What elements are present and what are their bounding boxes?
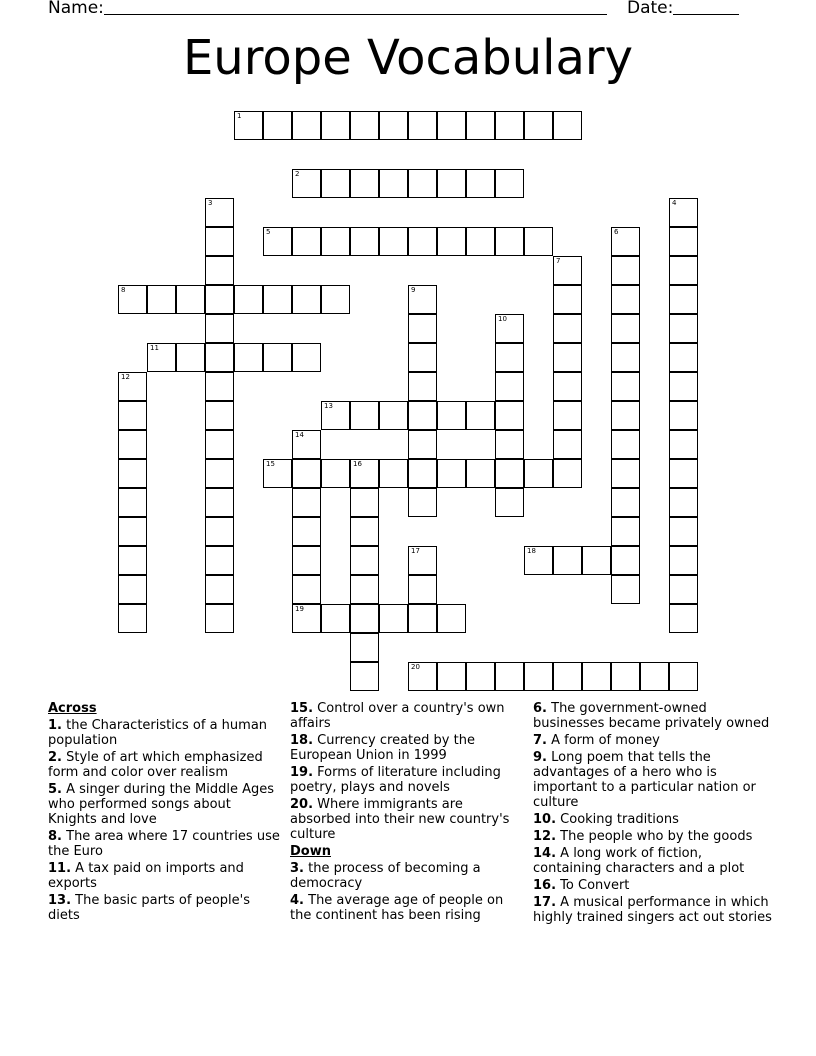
crossword-cell[interactable] xyxy=(408,401,437,430)
clues-column-1 xyxy=(48,701,280,925)
clue-number: 5 xyxy=(266,228,271,236)
clue-item xyxy=(533,846,773,876)
crossword-cell[interactable] xyxy=(669,314,698,343)
crossword-cell[interactable] xyxy=(524,662,553,691)
date-label: Date: xyxy=(627,0,674,18)
crossword-cell[interactable] xyxy=(118,401,147,430)
clue-number: 2 xyxy=(295,170,300,178)
crossword-cell[interactable] xyxy=(350,111,379,140)
clue-item-number: 13. xyxy=(48,893,72,908)
crossword-cell[interactable] xyxy=(611,430,640,459)
crossword-cell[interactable] xyxy=(205,198,234,227)
clue-item-text: Long poem that tells the advantages of a hero who is important to a particular nation or culture xyxy=(533,750,756,810)
crossword-cell[interactable] xyxy=(292,111,321,140)
crossword-cell[interactable] xyxy=(176,285,205,314)
crossword-cell[interactable] xyxy=(611,401,640,430)
clue-item-number: 1. xyxy=(48,718,62,733)
crossword-cell[interactable] xyxy=(408,285,437,314)
crossword-cell[interactable] xyxy=(379,227,408,256)
crossword-cell[interactable] xyxy=(408,546,437,575)
crossword-cell[interactable] xyxy=(495,430,524,459)
crossword-cell[interactable] xyxy=(118,372,147,401)
clue-item-number: 2. xyxy=(48,750,62,765)
crossword-cell[interactable] xyxy=(437,169,466,198)
crossword-cell[interactable] xyxy=(524,111,553,140)
crossword-cell[interactable] xyxy=(466,169,495,198)
crossword-cell[interactable] xyxy=(495,488,524,517)
clue-number: 17 xyxy=(411,547,420,555)
clue-item xyxy=(290,765,522,795)
crossword-cell[interactable] xyxy=(205,401,234,430)
crossword-cell[interactable] xyxy=(408,575,437,604)
crossword-cell[interactable] xyxy=(611,256,640,285)
crossword-cell[interactable] xyxy=(292,343,321,372)
clue-item-text: the process of becoming a democracy xyxy=(290,861,481,891)
crossword-cell[interactable] xyxy=(118,575,147,604)
crossword-cell[interactable] xyxy=(292,575,321,604)
crossword-cell[interactable] xyxy=(495,459,524,488)
crossword-cell[interactable] xyxy=(350,546,379,575)
clue-item-number: 5. xyxy=(48,782,62,797)
page-title: Europe Vocabulary xyxy=(182,30,634,86)
crossword-cell[interactable] xyxy=(205,575,234,604)
crossword-cell[interactable] xyxy=(292,285,321,314)
crossword-cell[interactable] xyxy=(205,488,234,517)
crossword-cell[interactable] xyxy=(408,604,437,633)
crossword-cell[interactable] xyxy=(379,169,408,198)
clue-item xyxy=(533,701,773,731)
crossword-cell[interactable] xyxy=(118,488,147,517)
crossword-cell[interactable] xyxy=(611,227,640,256)
crossword-cell[interactable] xyxy=(669,459,698,488)
crossword-cell[interactable] xyxy=(350,633,379,662)
crossword-cell[interactable] xyxy=(350,227,379,256)
crossword-cell[interactable] xyxy=(669,372,698,401)
crossword-cell[interactable] xyxy=(495,314,524,343)
crossword-cell[interactable] xyxy=(495,372,524,401)
crossword-cell[interactable] xyxy=(263,111,292,140)
name-label: Name: xyxy=(48,0,104,18)
crossword-cell[interactable] xyxy=(118,285,147,314)
crossword-cell[interactable] xyxy=(321,401,350,430)
clue-item-text: Where immigrants are absorbed into their new country's culture xyxy=(290,797,510,842)
crossword-cell[interactable] xyxy=(205,343,234,372)
crossword-cell[interactable] xyxy=(582,662,611,691)
crossword-cell[interactable] xyxy=(118,517,147,546)
crossword-cell[interactable] xyxy=(234,343,263,372)
clue-number: 16 xyxy=(353,460,362,468)
crossword-cell[interactable] xyxy=(263,285,292,314)
crossword-cell[interactable] xyxy=(205,517,234,546)
crossword-cell[interactable] xyxy=(466,227,495,256)
crossword-cell[interactable] xyxy=(495,401,524,430)
crossword-cell[interactable] xyxy=(495,227,524,256)
crossword-cell[interactable] xyxy=(553,401,582,430)
crossword-cell[interactable] xyxy=(611,372,640,401)
clue-number: 1 xyxy=(237,112,242,120)
crossword-cell[interactable] xyxy=(437,111,466,140)
clue-item xyxy=(48,782,280,827)
clue-number: 7 xyxy=(556,257,561,265)
clue-item-text: Forms of literature including poetry, plays and novels xyxy=(290,765,501,795)
clue-item-text: The average age of people on the continent has been rising xyxy=(290,893,504,923)
crossword-cell[interactable] xyxy=(292,169,321,198)
crossword-cell[interactable] xyxy=(292,430,321,459)
crossword-cell[interactable] xyxy=(640,662,669,691)
crossword-cell[interactable] xyxy=(205,314,234,343)
clue-item-text: Style of art which emphasized form and color over realism xyxy=(48,750,263,780)
clue-item-number: 20. xyxy=(290,797,314,812)
crossword-cell[interactable] xyxy=(611,575,640,604)
crossword-cell[interactable] xyxy=(350,401,379,430)
crossword-cell[interactable] xyxy=(437,662,466,691)
clue-number: 6 xyxy=(614,228,619,236)
crossword-cell[interactable] xyxy=(292,227,321,256)
clue-item-text: Cooking traditions xyxy=(560,812,679,827)
crossword-cell[interactable] xyxy=(553,256,582,285)
crossword-cell[interactable] xyxy=(408,169,437,198)
clue-number: 12 xyxy=(121,373,130,381)
clue-item xyxy=(290,893,522,923)
clue-number: 3 xyxy=(208,199,213,207)
crossword-cell[interactable] xyxy=(408,430,437,459)
crossword-cell[interactable] xyxy=(321,285,350,314)
clues-column-3 xyxy=(533,701,773,927)
crossword-cell[interactable] xyxy=(669,198,698,227)
crossword-cell[interactable] xyxy=(379,604,408,633)
clue-item-text: A musical performance in which highly trained singers act out stories xyxy=(533,895,772,925)
clue-section-heading: Across xyxy=(48,701,97,716)
clue-item xyxy=(48,861,280,891)
crossword-cell[interactable] xyxy=(669,662,698,691)
crossword-cell[interactable] xyxy=(379,459,408,488)
clue-item xyxy=(533,829,773,844)
crossword-cell[interactable] xyxy=(495,343,524,372)
crossword-cell[interactable] xyxy=(118,604,147,633)
crossword-cell[interactable] xyxy=(669,430,698,459)
crossword-cell[interactable] xyxy=(263,459,292,488)
clue-item xyxy=(48,893,280,923)
crossword-cell[interactable] xyxy=(611,459,640,488)
crossword-cell[interactable] xyxy=(408,111,437,140)
crossword-cell[interactable] xyxy=(408,227,437,256)
clue-item xyxy=(533,812,773,827)
crossword-cell[interactable] xyxy=(524,546,553,575)
clue-item-text: A form of money xyxy=(551,733,660,748)
clue-number: 19 xyxy=(295,605,304,613)
clue-item-text: The people who by the goods xyxy=(560,829,753,844)
clue-item-text: A singer during the Middle Ages who performed songs about Knights and love xyxy=(48,782,275,827)
crossword-cell[interactable] xyxy=(292,517,321,546)
clue-item xyxy=(48,750,280,780)
clue-number: 9 xyxy=(411,286,416,294)
crossword-cell[interactable] xyxy=(553,372,582,401)
clue-item xyxy=(290,701,522,731)
clue-item-text: A tax paid on imports and exports xyxy=(48,861,244,891)
clue-item-text: Control over a country's own affairs xyxy=(290,701,505,731)
crossword-cell[interactable] xyxy=(669,517,698,546)
clue-item-number: 3. xyxy=(290,861,304,876)
clue-item-text: A long work of fiction, containing characters and a plot xyxy=(533,846,745,876)
crossword-cell[interactable] xyxy=(524,459,553,488)
crossword-cell[interactable] xyxy=(611,343,640,372)
crossword-cell[interactable] xyxy=(582,546,611,575)
crossword-cell[interactable] xyxy=(118,459,147,488)
crossword-cell[interactable] xyxy=(466,401,495,430)
crossword-cell[interactable] xyxy=(553,343,582,372)
crossword-cell[interactable] xyxy=(466,662,495,691)
clue-item-text: the Characteristics of a human population xyxy=(48,718,268,748)
clue-item-number: 16. xyxy=(533,878,557,893)
crossword-cell[interactable] xyxy=(495,169,524,198)
crossword-cell[interactable] xyxy=(147,343,176,372)
crossword-cell[interactable] xyxy=(350,517,379,546)
clue-item xyxy=(533,750,773,810)
crossword-cell[interactable] xyxy=(205,546,234,575)
crossword-cell[interactable] xyxy=(495,662,524,691)
crossword-cell[interactable] xyxy=(553,111,582,140)
crossword-cell[interactable] xyxy=(611,517,640,546)
crossword-cell[interactable] xyxy=(205,372,234,401)
clue-item-number: 19. xyxy=(290,765,314,780)
clue-item-number: 18. xyxy=(290,733,314,748)
clue-item xyxy=(533,895,773,925)
crossword-cell[interactable] xyxy=(553,662,582,691)
crossword-cell[interactable] xyxy=(669,256,698,285)
crossword-cell[interactable] xyxy=(321,227,350,256)
clue-number: 10 xyxy=(498,315,507,323)
clue-number: 8 xyxy=(121,286,126,294)
clue-number: 15 xyxy=(266,460,275,468)
crossword-cell[interactable] xyxy=(669,401,698,430)
crossword-cell[interactable] xyxy=(669,546,698,575)
crossword-cell[interactable] xyxy=(321,459,350,488)
clue-item-number: 17. xyxy=(533,895,557,910)
crossword-cell[interactable] xyxy=(553,459,582,488)
crossword-cell[interactable] xyxy=(553,285,582,314)
crossword-cell[interactable] xyxy=(292,488,321,517)
crossword-cell[interactable] xyxy=(350,604,379,633)
clue-item-number: 14. xyxy=(533,846,557,861)
crossword-cell[interactable] xyxy=(292,459,321,488)
crossword-cell[interactable] xyxy=(669,575,698,604)
clue-number: 11 xyxy=(150,344,159,352)
clue-item-number: 11. xyxy=(48,861,72,876)
crossword-cell[interactable] xyxy=(321,169,350,198)
clue-number: 13 xyxy=(324,402,333,410)
clue-item-number: 4. xyxy=(290,893,304,908)
crossword-cell[interactable] xyxy=(379,111,408,140)
crossword-cell[interactable] xyxy=(611,285,640,314)
clue-item-number: 10. xyxy=(533,812,557,827)
clue-item-number: 6. xyxy=(533,701,547,716)
clue-item xyxy=(290,861,522,891)
crossword-cell[interactable] xyxy=(466,111,495,140)
crossword-cell[interactable] xyxy=(321,111,350,140)
crossword-cell[interactable] xyxy=(118,430,147,459)
crossword-cell[interactable] xyxy=(205,256,234,285)
crossword-cell[interactable] xyxy=(205,430,234,459)
clue-item xyxy=(48,829,280,859)
crossword-cell[interactable] xyxy=(437,459,466,488)
crossword-cell[interactable] xyxy=(408,372,437,401)
clue-item-text: To Convert xyxy=(560,878,630,893)
crossword-cell[interactable] xyxy=(669,604,698,633)
crossword-cell[interactable] xyxy=(205,459,234,488)
clue-number: 18 xyxy=(527,547,536,555)
clue-item-text: The basic parts of people's diets xyxy=(48,893,251,923)
clue-item xyxy=(48,718,280,748)
crossword-cell[interactable] xyxy=(437,227,466,256)
crossword-cell[interactable] xyxy=(669,343,698,372)
clue-item-text: Currency created by the European Union in 1999 xyxy=(290,733,475,763)
crossword-cell[interactable] xyxy=(524,227,553,256)
crossword-cell[interactable] xyxy=(234,285,263,314)
crossword-cell[interactable] xyxy=(350,459,379,488)
crossword-cell[interactable] xyxy=(553,430,582,459)
crossword-cell[interactable] xyxy=(495,111,524,140)
crossword-cell[interactable] xyxy=(408,662,437,691)
crossword-cell[interactable] xyxy=(292,546,321,575)
crossword-cell[interactable] xyxy=(611,314,640,343)
crossword-cell[interactable] xyxy=(553,314,582,343)
crossword-cell[interactable] xyxy=(466,459,495,488)
clues-column-2 xyxy=(290,701,522,925)
clue-item-text: The government-owned businesses became privately owned xyxy=(533,701,770,731)
crossword-cell[interactable] xyxy=(408,343,437,372)
crossword-cell[interactable] xyxy=(234,111,263,140)
clue-section-heading: Down xyxy=(290,844,331,859)
crossword-cell[interactable] xyxy=(669,227,698,256)
crossword-cell[interactable] xyxy=(669,488,698,517)
crossword-cell[interactable] xyxy=(611,488,640,517)
clue-item xyxy=(290,733,522,763)
crossword-cell[interactable] xyxy=(350,169,379,198)
crossword-cell[interactable] xyxy=(350,662,379,691)
clue-item-number: 15. xyxy=(290,701,314,716)
crossword-cell[interactable] xyxy=(118,546,147,575)
clue-item-text: The area where 17 countries use the Euro xyxy=(48,829,280,859)
crossword-cell[interactable] xyxy=(350,575,379,604)
crossword-cell[interactable] xyxy=(205,604,234,633)
clue-item xyxy=(290,797,522,842)
crossword-cell[interactable] xyxy=(147,285,176,314)
clue-number: 14 xyxy=(295,431,304,439)
crossword-cell[interactable] xyxy=(379,401,408,430)
crossword-cell[interactable] xyxy=(437,401,466,430)
crossword-cell[interactable] xyxy=(176,343,205,372)
clue-item-number: 8. xyxy=(48,829,62,844)
clue-item-number: 9. xyxy=(533,750,547,765)
crossword-cell[interactable] xyxy=(553,546,582,575)
clue-item-number: 7. xyxy=(533,733,547,748)
clue-item xyxy=(533,733,773,748)
crossword-cell[interactable] xyxy=(205,285,234,314)
crossword-cell[interactable] xyxy=(292,604,321,633)
crossword-cell[interactable] xyxy=(350,488,379,517)
crossword-cell[interactable] xyxy=(611,662,640,691)
crossword-cell[interactable] xyxy=(611,546,640,575)
crossword-cell[interactable] xyxy=(408,314,437,343)
crossword-cell[interactable] xyxy=(263,227,292,256)
crossword-cell[interactable] xyxy=(205,227,234,256)
crossword-cell[interactable] xyxy=(408,459,437,488)
crossword-cell[interactable] xyxy=(408,488,437,517)
clue-number: 4 xyxy=(672,199,677,207)
clue-number: 20 xyxy=(411,663,420,671)
clue-item xyxy=(533,878,773,893)
crossword-cell[interactable] xyxy=(437,604,466,633)
crossword-cell[interactable] xyxy=(263,343,292,372)
crossword-cell[interactable] xyxy=(321,604,350,633)
crossword-cell[interactable] xyxy=(669,285,698,314)
clue-item-number: 12. xyxy=(533,829,557,844)
